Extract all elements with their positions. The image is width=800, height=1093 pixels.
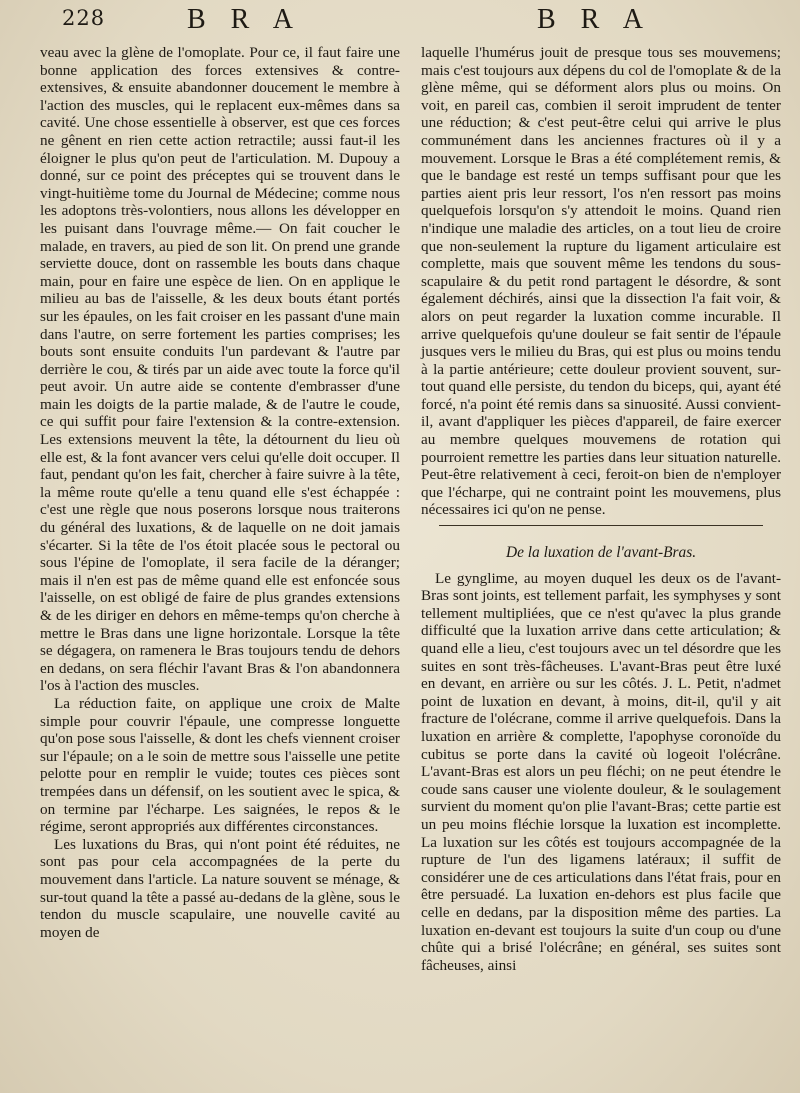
section-rule [439,525,763,526]
right-paragraph-1: laquelle l'humérus jouit de presque tous ses mouvemens; mais c'est toujours aux dépens du col de l'omoplate & de la glène même, qui se déforment alors plus ou moins. On voit, en pareil cas, combien il seroit imprudent de tenter une réduction; & c'est peut-être celui qui arrive le plus communément dans les anciennes fractures où il y a mouvement. Lorsque le Bras a été complétement remis, & que le bandage est resté un temps suffisant pour que les parties aient pris leur ressort, l'os n'en ressort pas moins quelquefois lorsqu'on s'y attendoit le moins. Quand rien n'indique une maladie des articles, on a tout lieu de croire que non-seulement la rupture du ligament articulaire est complette, mais que souvent même les tendons du sous-scapulaire & du petit rond partagent le désordre, & sont également déchirés, ainsi que la dissection l'a fait voir, & alors on peut regarder la luxation comme incurable. Il arrive quelquefois qu'une douleur se fait sentir de l'épaule jusques vers le milieu du Bras, qui est plus ou moins tendu à la partie antérieure; cette douleur provient souvent, sur-tout quand elle persiste, du tendon du biceps, qui, ayant été forcé, n'a point été remis dans sa sinuosité. Aussi convient-il, avant d'appliquer les pièces d'appareil, de faire exercer au membre quelques mouvemens de rotation qui pourroient remettre les parties dans leur situation naturelle. Peut-être relativement à ceci, feroit-on bien de n'employer que l'écharpe, qui ne contraint point les mouvemens, plus nécessaires ici qu'on ne pense. [421,44,781,519]
running-head-right: B R A [537,4,653,35]
left-paragraph-1: veau avec la glène de l'omoplate. Pour ce, il faut faire une bonne application des forces extensives & contre-extensives, & ensuite abandonner doucement le membre à l'action des muscles, qui le replacent eux-mêmes dans sa cavité. Une chose essentielle à observer, est que ces forces ne gênent en rien cette action retractile; aussi faut-il les éloigner le plus qu'on peut de l'articulation. M. Dupouy a donné, sur ce point des préceptes qui se trouvent dans le vingt-huitième tome du Journal de Médecine; comme nous les adoptons très-volontiers, nous allons les développer en les puisant dans l'ouvrage même.— On fait coucher le malade, en travers, au pied de son lit. On prend une grande serviette douce, dont on rassemble les bouts dans chaque main, pour en faire une espèce de lien. On en applique le milieu au bas de l'aisselle, & les deux bouts étant portés sur les épaules, on les fait croiser en les passant d'une main dans l'autre, on serre fortement les parties comprises; les bouts sont ensuite conduits l'un pardevant & l'autre par derrière le cou, & tirés par un aide avec toute la force qu'il peut avoir. Un autre aide se contente d'embrasser d'une main les doigts de la partie malade, & de l'autre le coude, ce qui suffit pour faire l'extension & la contre-extension. Les extensions meuvent la tête, la détournent du lieu où elle est, & la font avancer vers celui qu'elle doit occuper. Il faut, pendant qu'on les fait, chercher à faire suivre à la tête, la même route qu'elle a tenu quand elle s'est échappée : c'est une règle que nous poserons lorsque nous traiterons du général des luxations, & de laquelle on ne doit jamais s'écarter. Si la tête de l'os étoit placée sous le pectoral ou sous l'épine de l'omoplate, il sera facile de la déranger; mais il n'en est pas de même quand elle est enfoncée sous l'aisselle, on est obligé de faire de plus grandes extensions & de les diriger en dehors en même-temps qu'on cherche à mettre le Bras dans une ligne horizontale. Lorsque la tête se dégagera, on ramenera le Bras toujours tendu de dehors en dedans, on sera fléchir l'avant Bras & l'on abandonnera l'os à l'action des muscles. [40,44,400,695]
page-number: 228 [62,6,106,30]
left-paragraph-3: Les luxations du Bras, qui n'ont point été réduites, ne sont pas pour cela accompagnées de la perte du mouvement dans l'article. La nature souvent se ménage, & sur-tout quand la tête a passé au-dedans de la glène, sous le tendon du muscle scapulaire, une nouvelle cavité au moyen de [40,835,400,941]
right-paragraph-2: Le gynglime, au moyen duquel les deux os de l'avant-Bras sont joints, est tellement parfait, les symphyses y sont tellement multipliées, que ce n'est qu'avec la plus grande difficulté que la luxation arrive dans cette articulation; & quand elle a lieu, c'est toujours avec un tel désordre que les suites en sont très-fâcheuses. L'avant-Bras peut être luxé en devant, en arrière ou sur les côtés. J. L. Petit, n'admet point de luxation en devant, à moins, dit-il, qu'il y ait fracture de l'olécrane, comme il arrive quelquefois. Dans la luxation en arrière & complette, l'apophyse coronoïde du cubitus se porte dans la cavité où logeoit l'olécrâne. L'avant-Bras est alors un peu fléchi; on ne peut étendre le coude sans causer une violente douleur, & le soulagement survient du moment qu'on plie l'avant-Bras; cette partie est un peu moins fléchie lorsque la luxation est incomplette. La luxation sur les côtés est toujours accompagnée de la rupture de l'un des ligamens latéraux; il suffit de considérer une de ces articulations dans l'état frais, pour en être persuadé. La luxation en-dehors est plus facile que celle en dedans, par la disposition même des parties. La luxation en-devant est toujours la suite d'un coup ou d'une chûte qui a brisé l'olécrâne; en général, ses suites sont fâcheuses, ainsi [421,569,781,974]
page-header [0,2,800,38]
running-head-left: B R A [187,4,303,35]
left-paragraph-2: La réduction faite, on applique une croix de Malte simple pour couvrir l'épaule, une compresse longuette qu'on pose sous l'aisselle, & dont les chefs viennent croiser sur l'épaule; on a le soin de mettre sous l'aisselle une petite pelotte pour en remplir le vuide; toutes ces pièces sont trempées dans un défensif, on les soutient avec le spica, & on termine par l'écharpe. Les saignées, le repos & le régime, seront appropriés aux différentes circonstances. [40,694,400,836]
right-column [421,44,781,974]
left-column [40,44,400,941]
section-subheading: De la luxation de l'avant-Bras. [505,544,697,562]
